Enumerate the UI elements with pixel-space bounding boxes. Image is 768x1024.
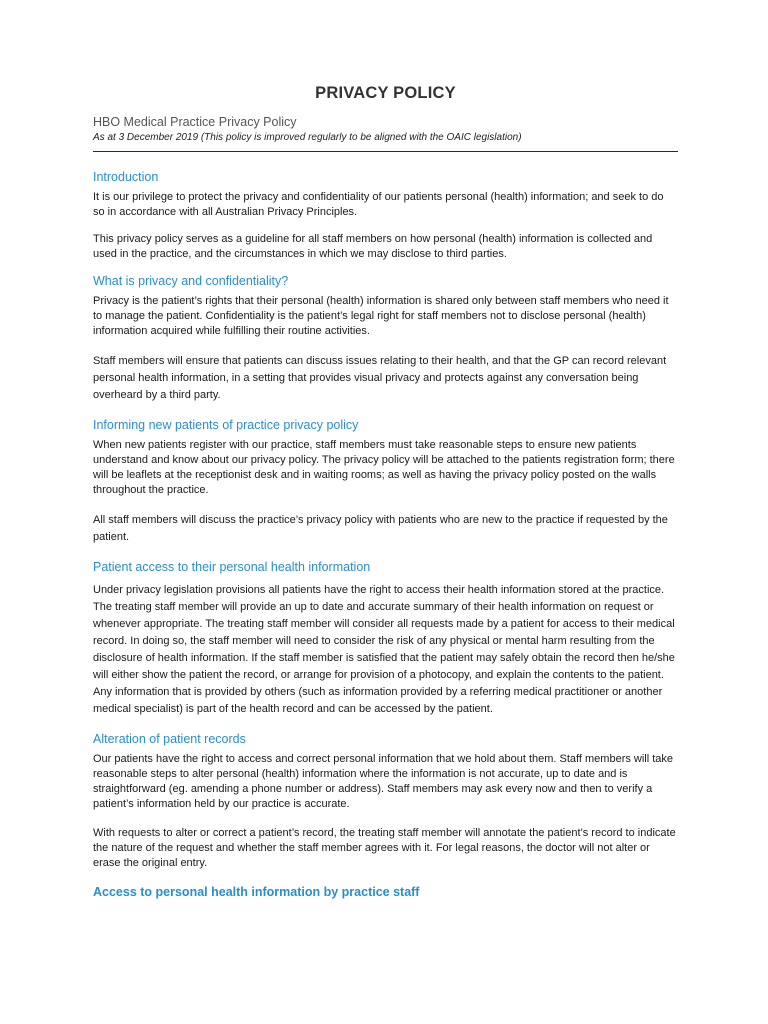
section-heading: Informing new patients of practice privacy policy <box>93 418 359 432</box>
paragraph: Our patients have the right to access and correct personal information that we hold about them. Staff members will take reasonable steps to alter personal (health) information where the information is not accurate, up to date and is straightforward (eg. amending a phone number or address). Staff members may ask every now and then to verify a patient’s information held by our practice is accurate. <box>93 753 674 810</box>
paragraph: With requests to alter or correct a patient’s record, the treating staff member will annotate the patient’s record to indicate the nature of the request and whether the staff member agrees with it. For legal reasons, the doctor will not alter or erase the original entry. <box>93 827 676 869</box>
paragraph: When new patients register with our practice, staff members must take reasonable steps to ensure new patients understand and know about our privacy policy. The privacy policy will be attached to the patients registration form; there will be leaflets at the receptionist desk and in waiting rooms; as well as having the privacy policy posted on the walls throughout the practice. <box>93 439 675 496</box>
section-informing-new-patients <box>93 418 678 546</box>
section-heading: What is privacy and confidentiality? <box>93 274 289 288</box>
section-heading: Access to personal health information by practice staff <box>93 885 420 899</box>
section-alteration-of-records <box>93 732 678 871</box>
paragraph: This privacy policy serves as a guideline for all staff members on how personal (health) information is collected and used in the practice, and the circumstances in which we may disclose to third parties. <box>93 233 653 260</box>
paragraph: Privacy is the patient’s rights that their personal (health) information is shared only between staff members who need it to manage the patient. Confidentiality is the patient’s legal right for staff members not to disclose personal (health) information acquired while fulfilling their routine activities. <box>93 295 669 337</box>
section-heading: Patient access to their personal health information <box>93 560 371 574</box>
section-heading: Alteration of patient records <box>93 732 246 746</box>
document-date-note: As at 3 December 2019 (This policy is improved regularly to be aligned with the OAIC legislation) <box>93 132 522 143</box>
paragraph: Under privacy legislation provisions all patients have the right to access their health information stored at the practice. The treating staff member will provide an up to date and accurate summary of their health information on request or whenever appropriate. The treating staff member will consider all requests made by a patient for access to their medical record. In doing so, the staff member will need to consider the risk of any physical or mental harm resulting from the disclosure of health information. If the staff member is satisfied that the patient may safely obtain the record then he/she will either show the patient the record, or arrange for provision of a photocopy, and explain the contents to the patient. Any information that is provided by others (such as information provided by a referring medical practitioner or another medical specialist) is part of the health record and can be accessed by the patient. <box>93 584 675 715</box>
section-heading: Introduction <box>93 170 159 184</box>
section-access-by-staff <box>93 885 678 899</box>
document-title: PRIVACY POLICY <box>315 84 456 102</box>
header-divider <box>93 151 678 152</box>
section-privacy-confidentiality <box>93 274 678 404</box>
paragraph: Staff members will ensure that patients can discuss issues relating to their health, and that the GP can record relevant personal health information, in a setting that provides visual privacy and protects against any conversation being overheard by a third party. <box>93 355 667 401</box>
section-patient-access <box>93 560 678 718</box>
section-introduction <box>93 170 678 262</box>
document-subtitle: HBO Medical Practice Privacy Policy <box>93 115 297 129</box>
paragraph: It is our privilege to protect the privacy and confidentiality of our patients personal (health) information; and seek to do so in accordance with all Australian Privacy Principles. <box>93 191 664 218</box>
paragraph: All staff members will discuss the practice’s privacy policy with patients who are new to the practice if requested by the patient. <box>93 514 668 543</box>
